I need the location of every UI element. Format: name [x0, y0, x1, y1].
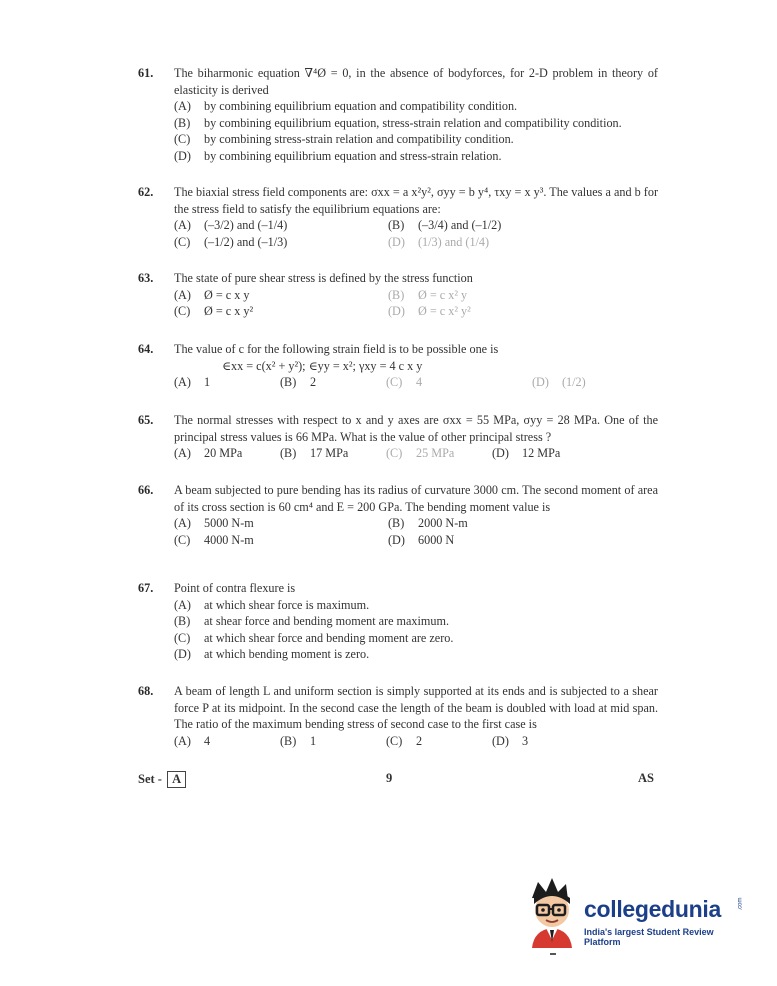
option-a: (A) at which shear force is maximum. [174, 597, 370, 612]
set-label: Set - [138, 772, 162, 786]
option-c: (C) (–1/2) and (–1/3) [174, 234, 288, 249]
option-c: (C) 25 MPa [386, 446, 455, 460]
strain-equation: ∈xx = c(x² + y²); ∈yy = x²; γxy = 4 c x y [222, 358, 423, 373]
question-number: 68. [138, 684, 154, 698]
question-number: 63. [138, 271, 154, 285]
brand-tagline: India's largest Student Review Platform [584, 927, 714, 947]
mascot-icon [522, 876, 584, 956]
question-number: 66. [138, 483, 154, 497]
question-number: 61. [138, 66, 154, 80]
option-c: (C) 4 [386, 375, 423, 389]
option-a: (A) 5000 N-m [174, 516, 254, 530]
option-a: (A) Ø = c x y [174, 287, 250, 302]
paper-code: AS [638, 771, 654, 785]
option-a: (A) 20 MPa [174, 446, 243, 460]
option-a: (A) (–3/2) and (–1/4) [174, 218, 288, 232]
option-d: (D) 3 [492, 733, 529, 748]
option-d: (D) (1/3) and (1/4) [388, 234, 490, 249]
brand-dotcom: .com [737, 897, 744, 911]
option-b: (B) 2 [280, 375, 317, 389]
option-d: (D) 6000 N [388, 532, 455, 547]
option-a: (A) by combining equilibrium equation and compatibility condition. [174, 99, 518, 113]
option-d: (D) (1/2) [532, 375, 586, 389]
question-number: 67. [138, 581, 154, 595]
question-text: A beam of length L and uniform section is simply supported at its ends and is subjected to a shear force P at its midpoint. In the second case the length of the beam is doubled with load at mid span. The ratio of the maximum bending stress of second case to the first case is [174, 684, 658, 731]
option-c: (C) 4000 N-m [174, 532, 254, 547]
set-value: A [167, 771, 186, 788]
brand-name: collegedunia [584, 896, 721, 922]
question-text: A beam subjected to pure bending has its radius of curvature 3000 cm. The second moment of area of its cross section is 60 cm⁴ and E = 200 GPa. The bending moment value is [174, 483, 658, 514]
question-number: 65. [138, 413, 154, 427]
question-text: The normal stresses with respect to x and y axes are σxx = 55 MPa, σyy = 28 MPa. One of the principal stress values is 66 MPa. What is the value of other principal stress ? [174, 413, 658, 444]
page-number: 9 [386, 771, 393, 785]
option-b: (B) 1 [280, 733, 317, 748]
option-b: (B) at shear force and bending moment are maximum. [174, 614, 450, 628]
collegedunia-logo [522, 876, 752, 956]
option-c: (C) Ø = c x y² [174, 304, 254, 318]
option-c: (C) at which shear force and bending moment are zero. [174, 630, 454, 645]
option-b: (B) Ø = c x² y [388, 287, 468, 302]
question-text: The value of c for the following strain field is to be possible one is [174, 342, 499, 356]
question-text: The biaxial stress field components are: σxx = a x²y², σyy = b y⁴, τxy = x y³. The values a and b for the stress field to satisfy the equilibrium equations are: [174, 185, 658, 216]
question-text: The state of pure shear stress is defined by the stress function [174, 271, 473, 285]
option-b: (B) 2000 N-m [388, 516, 468, 530]
option-b: (B) 17 MPa [280, 446, 349, 460]
option-d: (D) by combining equilibrium equation and stress-strain relation. [174, 148, 502, 163]
option-d: (D) at which bending moment is zero. [174, 647, 370, 661]
option-a: (A) 4 [174, 733, 211, 748]
question-number: 62. [138, 185, 154, 199]
option-b: (B) by combining equilibrium equation, stress-strain relation and compatibility condition. [174, 115, 622, 130]
option-a: (A) 1 [174, 375, 211, 389]
option-d: (D) 12 MPa [492, 446, 561, 460]
question-text: The biharmonic equation ∇⁴Ø = 0, in the absence of bodyforces, for 2-D problem in theory of elasticity is derived [174, 66, 658, 97]
page-footer [138, 771, 654, 788]
option-c: (C) 2 [386, 733, 423, 748]
question-text: Point of contra flexure is [174, 581, 296, 595]
option-c: (C) by combining stress-strain relation and compatibility condition. [174, 132, 514, 146]
option-d: (D) Ø = c x² y² [388, 304, 471, 318]
question-number: 64. [138, 342, 154, 356]
option-b: (B) (–3/4) and (–1/2) [388, 218, 502, 232]
